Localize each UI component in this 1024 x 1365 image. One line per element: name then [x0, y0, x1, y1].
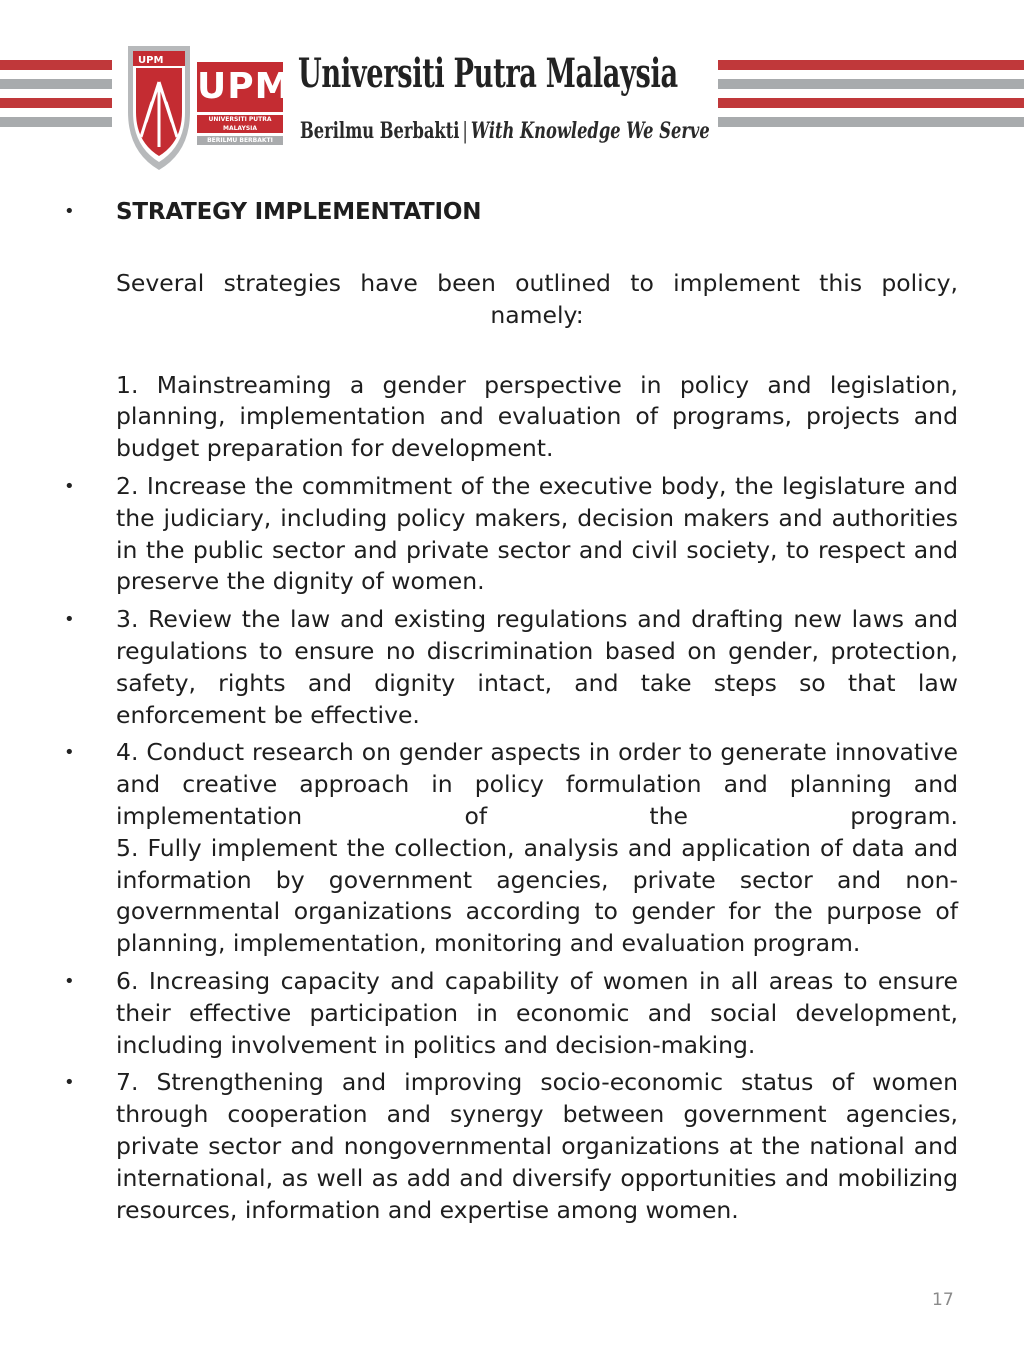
list-item [64, 1067, 958, 1226]
bullet-symbol: • [64, 609, 75, 631]
motto-divider: | [462, 119, 468, 144]
decorative-stripes-left [0, 60, 112, 148]
bullet-symbol: • [64, 1072, 75, 1094]
svg-text:UPM: UPM [138, 55, 164, 66]
decorative-stripes-right [718, 60, 1024, 148]
strategy-item-2: 2. Increase the commitment of the executive body, the legislature and the judiciary, including policy makers, decision makers and authorities in the public sector and private sector and civil society, to respect and preserve the dignity of women. [116, 471, 958, 596]
bullet-symbol: • [64, 970, 75, 992]
list-item [64, 471, 958, 598]
strategy-item-1: 1. Mainstreaming a gender perspective in policy and legislation, planning, implementation and evaluation of programs, projects and budget preparation for development. [116, 370, 958, 463]
slide-heading: STRATEGY IMPLEMENTATION [116, 199, 482, 225]
upm-logo-subtitle: UNIVERSITI PUTRA MALAYSIA [197, 115, 283, 133]
list-item [64, 966, 958, 1061]
slide-page-number: 17 [932, 1290, 954, 1310]
strategy-item-3: 3. Review the law and existing regulations and drafting new laws and regulations to ensure no discrimination based on gender, protection, safety, rights and dignity intact, and take steps so that law enforcement be effective. [116, 605, 958, 729]
list-item [116, 370, 958, 465]
upm-logo-motto: BERILMU BERBAKTI [197, 136, 283, 145]
bullet-symbol: • [64, 475, 75, 497]
strategy-item-7: 7. Strengthening and improving socio-economic status of women through cooperation and synergy between government agencies, private sector and nongovernmental organizations at the national and international, as well as add and diversify opportunities and mobilizing resources, information and expertise among women. [116, 1068, 958, 1224]
list-item [64, 604, 958, 731]
university-crest-icon [126, 42, 192, 172]
bullet-symbol: • [64, 201, 75, 222]
intro-paragraph: Several strategies have been outlined to implement this policy, namely: [116, 269, 958, 329]
university-name: Universiti Putra Malaysia [298, 50, 678, 97]
header-banner [0, 0, 1024, 180]
strategy-item-6: 6. Increasing capacity and capability of women in all areas to ensure their effective participation in economic and social development, including involvement in politics and decision-making. [116, 966, 958, 1059]
strategy-item-4: 4. Conduct research on gender aspects in order to generate innovative and creative approach in policy formulation and planning and implementation of the program. [116, 738, 958, 830]
heading-row [64, 196, 958, 228]
list-item [64, 737, 958, 960]
bullet-symbol: • [64, 742, 75, 764]
motto-english: With Knowledge We Serve [470, 118, 710, 144]
upm-logo [197, 62, 292, 145]
university-motto [300, 118, 710, 144]
motto-malay: Berilmu Berbakti [300, 118, 460, 144]
slide-content [64, 196, 958, 1232]
upm-logo-mark: UPM [197, 62, 283, 112]
strategy-item-5: 5. Fully implement the collection, analysis and application of data and information by government agencies, private sector and non-governmental organizations according to gender for the purpose of planning, implementation, monitoring and evaluation program. [116, 833, 958, 958]
